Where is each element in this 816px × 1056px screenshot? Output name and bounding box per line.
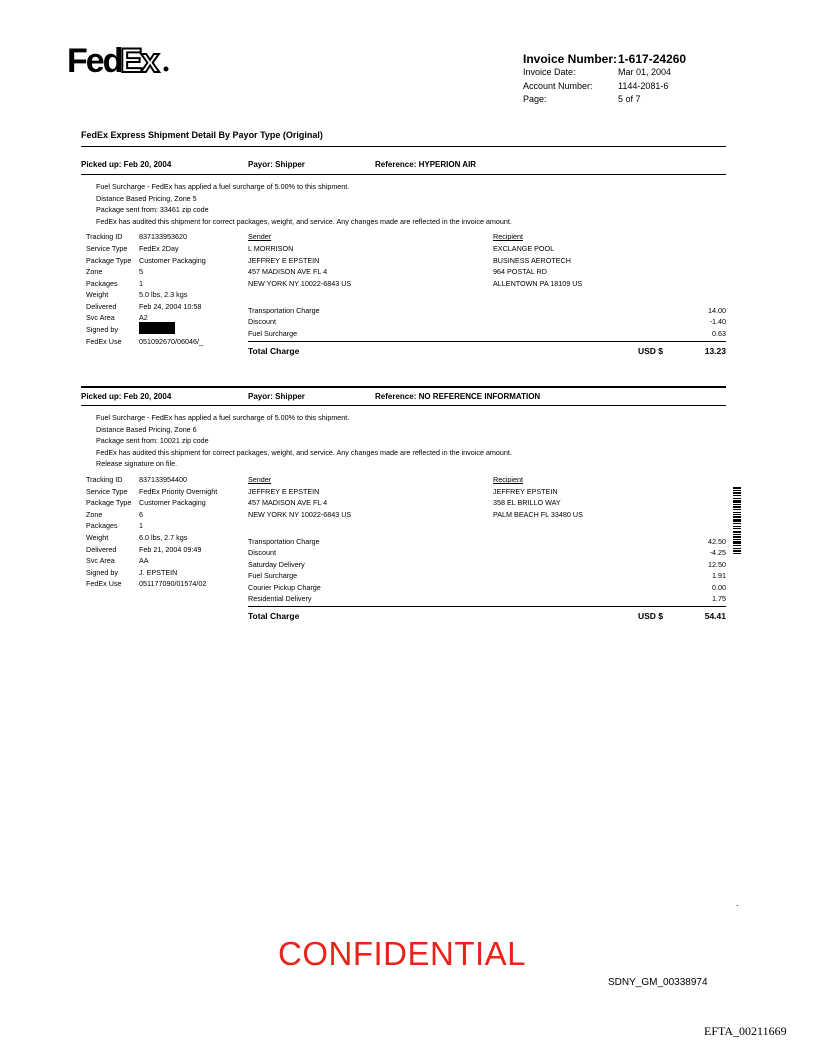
- detail-label: Packages: [86, 521, 118, 530]
- sender-line: 457 MADISON AVE FL 4: [248, 498, 328, 507]
- detail-label: Zone: [86, 510, 103, 519]
- total-divider: [248, 606, 726, 607]
- recipient-line: EXCLANGE POOL: [493, 244, 555, 253]
- divider: [81, 146, 726, 147]
- detail-value: A2: [139, 313, 148, 322]
- total-divider: [248, 341, 726, 342]
- detail-label: Tracking ID: [86, 475, 123, 484]
- currency: USD $: [638, 346, 664, 356]
- charge-amount: 14.00: [708, 306, 726, 315]
- detail-label: Delivered: [86, 545, 117, 554]
- detail-label: Service Type: [86, 487, 128, 496]
- charge-amount: 12.50: [708, 560, 726, 569]
- shipment-note: Fuel Surcharge - FedEx has applied a fuel surcharge of 5.00% to this shipment.: [96, 182, 350, 191]
- picked-up: Picked up: Feb 20, 2004: [81, 160, 172, 169]
- sender-label: Sender: [248, 232, 272, 241]
- account-number-label: Account Number:: [523, 81, 593, 91]
- sender-line: 457 MADISON AVE FL 4: [248, 267, 328, 276]
- recipient-line: 358 EL BRILLO WAY: [493, 498, 561, 507]
- detail-label: Package Type: [86, 498, 132, 507]
- detail-value: AA: [139, 556, 149, 565]
- picked-up: Picked up: Feb 20, 2004: [81, 392, 172, 401]
- charge-label: Fuel Surcharge: [248, 329, 298, 338]
- recipient-line: JEFFREY EPSTEIN: [493, 487, 558, 496]
- detail-label: Svc Area: [86, 313, 115, 322]
- detail-value: Feb 24, 2004 10:58: [139, 302, 202, 311]
- detail-label: Delivered: [86, 302, 117, 311]
- detail-value: FedEx 2Day: [139, 244, 179, 253]
- reference: Reference: NO REFERENCE INFORMATION: [375, 392, 541, 401]
- shipment-note: Distance Based Pricing, Zone 6: [96, 425, 197, 434]
- document-title: FedEx Express Shipment Detail By Payor Type (Original): [81, 130, 323, 140]
- page-label: Page:: [523, 94, 547, 104]
- charge-label: Residential Delivery: [248, 594, 312, 603]
- fedex-logo: [67, 42, 171, 76]
- detail-value: 5.0 lbs, 2.3 kgs: [139, 290, 188, 299]
- detail-label: Signed by: [86, 568, 118, 577]
- recipient-line: 964 POSTAL RD: [493, 267, 547, 276]
- charge-amount: -1.40: [709, 317, 726, 326]
- sender-line: NEW YORK NY 10022-6843 US: [248, 510, 352, 519]
- charge-label: Discount: [248, 317, 276, 326]
- recipient-label: Recipient: [493, 475, 523, 484]
- detail-value: FedEx Priority Overnight: [139, 487, 218, 496]
- detail-label: Tracking ID: [86, 232, 123, 241]
- detail-value: 6: [139, 510, 143, 519]
- recipient-line: PALM BEACH FL 33480 US: [493, 510, 583, 519]
- charge-label: Saturday Delivery: [248, 560, 305, 569]
- detail-value: 1: [139, 521, 143, 530]
- total-charge: 13.23: [704, 346, 726, 356]
- charge-label: Courier Pickup Charge: [248, 583, 321, 592]
- invoice-date-label: Invoice Date:: [523, 67, 576, 77]
- charge-amount: 0.63: [712, 329, 726, 338]
- charge-label: Fuel Surcharge: [248, 571, 298, 580]
- reference: Reference: HYPERION AIR: [375, 160, 477, 169]
- shipment-note: Package sent from: 33461 zip code: [96, 205, 209, 214]
- sender-line: L MORRISON: [248, 244, 294, 253]
- invoice-date-value: Mar 01, 2004: [618, 67, 672, 77]
- page-value: 5 of 7: [618, 94, 641, 104]
- payor: Payor: Shipper: [248, 160, 305, 169]
- charge-label: Discount: [248, 548, 276, 557]
- charge-label: Transportation Charge: [248, 306, 320, 315]
- shipment-note: Distance Based Pricing, Zone 5: [96, 194, 197, 203]
- stray-mark: .: [736, 898, 739, 908]
- detail-label: Service Type: [86, 244, 128, 253]
- detail-value: Customer Packaging: [139, 498, 206, 507]
- detail-label: FedEx Use: [86, 337, 122, 346]
- currency: USD $: [638, 611, 664, 621]
- detail-value: 6.0 lbs, 2.7 kgs: [139, 533, 188, 542]
- recipient-label: Recipient: [493, 232, 523, 241]
- account-number-value: 1144-2081-6: [618, 81, 669, 91]
- divider: [81, 174, 726, 175]
- charge-amount: 1.75: [712, 594, 726, 603]
- detail-label: Package Type: [86, 256, 132, 265]
- svg-text:Ex: Ex: [120, 42, 158, 76]
- total-charge: 54.41: [704, 611, 726, 621]
- detail-value: Customer Packaging: [139, 256, 206, 265]
- tracking-id: 837133953620: [139, 232, 187, 241]
- charge-label: Transportation Charge: [248, 537, 320, 546]
- detail-label: FedEx Use: [86, 579, 122, 588]
- shipment-note: Fuel Surcharge - FedEx has applied a fuel surcharge of 5.00% to this shipment.: [96, 413, 350, 422]
- efta-number: EFTA_00211669: [704, 1024, 787, 1038]
- shipment-note: FedEx has audited this shipment for correct packages, weight, and service. Any changes made are reflected in the invoice amount.: [96, 448, 512, 457]
- detail-value: J. EPSTEIN: [139, 568, 178, 577]
- total-charge-label: Total Charge: [248, 346, 300, 356]
- detail-value: Feb 21, 2004 09:49: [139, 545, 202, 554]
- charge-amount: -4.25: [709, 548, 726, 557]
- detail-value: 5: [139, 267, 143, 276]
- detail-label: Signed by: [86, 325, 118, 334]
- shipment-note: FedEx has audited this shipment for correct packages, weight, and service. Any changes made are reflected in the invoice amount.: [96, 217, 512, 226]
- recipient-line: ALLENTOWN PA 18109 US: [493, 279, 583, 288]
- barcode: [733, 487, 741, 584]
- detail-value: 051092670/06046/_: [139, 337, 203, 346]
- detail-label: Packages: [86, 279, 118, 288]
- sender-label: Sender: [248, 475, 272, 484]
- svg-text:Fed: Fed: [67, 42, 122, 76]
- charge-amount: 42.50: [708, 537, 726, 546]
- sender-line: JEFFREY E EPSTEIN: [248, 256, 320, 265]
- charge-amount: 1.91: [712, 571, 726, 580]
- detail-label: Weight: [86, 290, 109, 299]
- tracking-id: 837133954400: [139, 475, 187, 484]
- recipient-line: BUSINESS AEROTECH: [493, 256, 571, 265]
- charge-amount: 0.00: [712, 583, 726, 592]
- divider: [81, 405, 726, 406]
- total-charge-label: Total Charge: [248, 611, 300, 621]
- detail-label: Weight: [86, 533, 109, 542]
- detail-value: 1: [139, 279, 143, 288]
- divider: [81, 386, 726, 388]
- shipment-note: Package sent from: 10021 zip code: [96, 436, 209, 445]
- sender-line: JEFFREY E EPSTEIN: [248, 487, 320, 496]
- redaction-box: [139, 322, 175, 334]
- sender-line: NEW YORK NY 10022-6843 US: [248, 279, 352, 288]
- payor: Payor: Shipper: [248, 392, 305, 401]
- bates-number: SDNY_GM_00338974: [608, 977, 708, 988]
- invoice-number: 1-617-24260: [618, 52, 687, 66]
- detail-label: Zone: [86, 267, 103, 276]
- detail-value: 051177090/01574/02: [139, 579, 207, 588]
- detail-label: Svc Area: [86, 556, 115, 565]
- shipment-note: Release signature on file.: [96, 459, 178, 468]
- invoice-number-label: Invoice Number:: [523, 52, 618, 66]
- confidential-stamp: CONFIDENTIAL: [278, 935, 527, 972]
